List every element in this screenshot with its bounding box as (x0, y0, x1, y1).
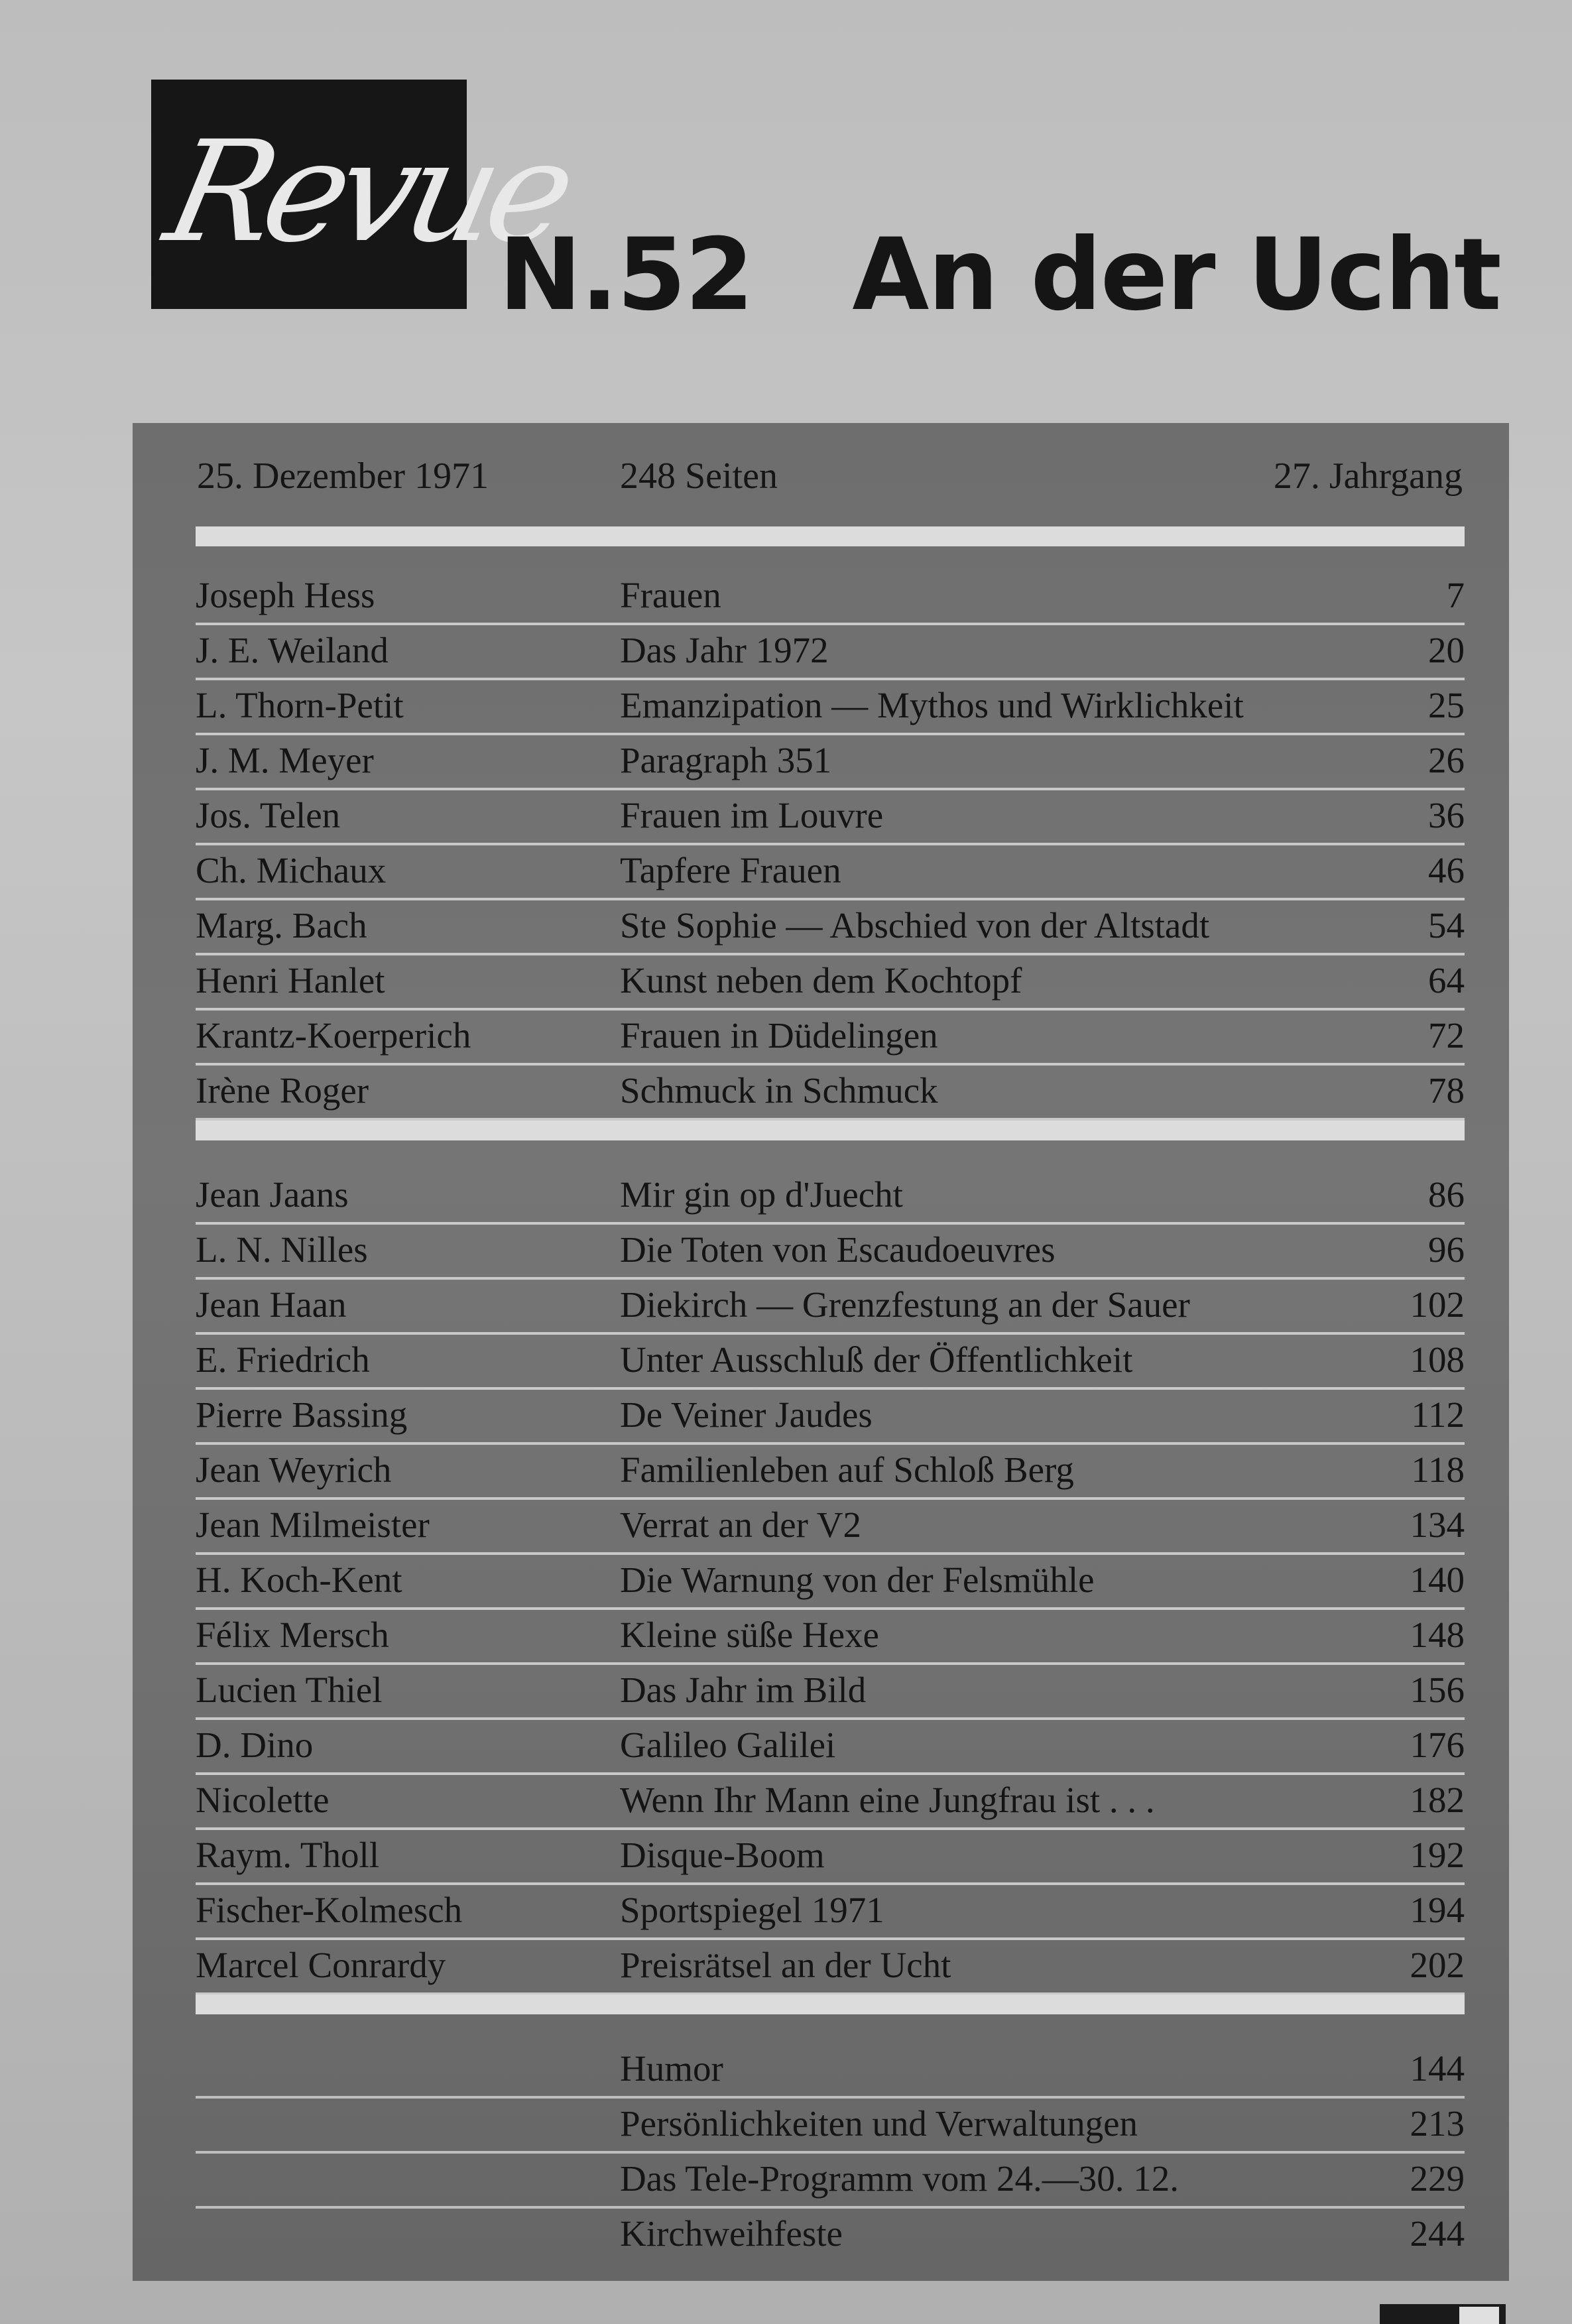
row-title: Sportspiegel 1971 (620, 1890, 884, 1930)
row-title: Kirchweihfeste (620, 2213, 843, 2254)
issue-heading (499, 219, 1500, 332)
row-author: D. Dino (196, 1725, 314, 1765)
contents-panel (133, 423, 1509, 2281)
row-page: 25 (1428, 685, 1465, 725)
contents-row (196, 790, 1465, 845)
row-page: 20 (1428, 630, 1465, 670)
row-author: Raym. Tholl (196, 1835, 380, 1875)
row-title: Mir gin op d'Juecht (620, 1174, 903, 1215)
row-title: Paragraph 351 (620, 740, 832, 780)
row-author: Joseph Hess (196, 575, 375, 615)
row-title: Diekirch — Grenzfestung an der Sauer (620, 1284, 1190, 1325)
contents-row (196, 1720, 1465, 1775)
contents-row (196, 1225, 1465, 1280)
row-page: 192 (1410, 1835, 1465, 1875)
row-title: Frauen in Düdelingen (620, 1015, 938, 1056)
row-page: 134 (1410, 1504, 1465, 1545)
row-title: Die Warnung von der Felsmühle (620, 1560, 1095, 1600)
contents-row (196, 1445, 1465, 1500)
row-author: J. E. Weiland (196, 630, 389, 670)
row-author: Jean Weyrich (196, 1449, 392, 1490)
contents-section-1 (196, 570, 1465, 1121)
row-title: Kunst neben dem Kochtopf (620, 960, 1022, 1001)
contents-row (196, 1775, 1465, 1830)
row-page: 96 (1428, 1229, 1465, 1270)
contents-row (196, 1665, 1465, 1720)
row-page: 182 (1410, 1780, 1465, 1820)
issue-title: An der Ucht (852, 217, 1500, 333)
contents-row (196, 2044, 1465, 2099)
row-page: 112 (1411, 1394, 1465, 1435)
row-title: Emanzipation — Mythos und Wirklichkeit (620, 685, 1244, 725)
row-title: Tapfere Frauen (620, 850, 841, 890)
row-title: Die Toten von Escaudoeuvres (620, 1229, 1056, 1270)
divider-band (196, 1121, 1465, 1140)
row-author: Félix Mersch (196, 1615, 389, 1655)
row-title: Persönlichkeiten und Verwaltungen (620, 2103, 1138, 2144)
row-page: 194 (1410, 1890, 1465, 1930)
row-author: H. Koch-Kent (196, 1560, 402, 1600)
contents-row (196, 1885, 1465, 1940)
row-page: 140 (1410, 1560, 1465, 1600)
row-page: 72 (1428, 1015, 1465, 1056)
row-title: Frauen (620, 575, 721, 615)
row-title: Das Tele-Programm vom 24.—30. 12. (620, 2158, 1179, 2199)
row-title: De Veiner Jaudes (620, 1394, 873, 1435)
row-page: 102 (1410, 1284, 1465, 1325)
row-author: Ch. Michaux (196, 850, 387, 890)
page-count: 248 Seiten (620, 456, 778, 497)
row-page: 176 (1410, 1725, 1465, 1765)
issue-number: N.52 (499, 217, 753, 333)
contents-row (196, 680, 1465, 735)
row-page: 148 (1410, 1615, 1465, 1655)
row-page: 36 (1428, 795, 1465, 835)
row-title: Das Jahr 1972 (620, 630, 829, 670)
row-page: 54 (1428, 905, 1465, 946)
row-title: Galileo Galilei (620, 1725, 836, 1765)
contents-row (196, 1010, 1465, 1066)
row-page: 213 (1410, 2103, 1465, 2144)
row-page: 64 (1428, 960, 1465, 1001)
row-title: Kleine süße Hexe (620, 1615, 879, 1655)
row-author: L. N. Nilles (196, 1229, 368, 1270)
row-author: Jean Jaans (196, 1174, 349, 1215)
row-author: Irène Roger (196, 1070, 369, 1111)
contents-row (196, 900, 1465, 955)
contents-row (196, 1390, 1465, 1445)
row-title: Preisrätsel an der Ucht (620, 1945, 951, 1985)
volume-number: 27. Jahrgang (1273, 456, 1463, 497)
row-title: Frauen im Louvre (620, 795, 884, 835)
contents-row (196, 735, 1465, 790)
revue-logo (151, 80, 580, 309)
divider-band (196, 526, 1465, 546)
row-page: 26 (1428, 740, 1465, 780)
contents-row (196, 1280, 1465, 1335)
row-author: Lucien Thiel (196, 1670, 383, 1710)
row-page: 7 (1446, 575, 1465, 615)
row-page: 244 (1410, 2213, 1465, 2254)
row-author: Marcel Conrardy (196, 1945, 446, 1985)
page-number-box (1459, 2307, 1499, 2324)
contents-row (196, 1830, 1465, 1885)
row-page: 202 (1410, 1945, 1465, 1985)
contents-row (196, 570, 1465, 625)
logo-text: Revue (154, 111, 580, 273)
row-author: J. M. Meyer (196, 740, 374, 780)
contents-row (196, 845, 1465, 900)
contents-row (196, 2209, 1465, 2264)
row-author: Krantz-Koerperich (196, 1015, 471, 1056)
row-author: Marg. Bach (196, 905, 367, 946)
row-title: Unter Ausschluß der Öffentlichkeit (620, 1339, 1133, 1380)
page-number-tab (1380, 2304, 1506, 2324)
row-author: E. Friedrich (196, 1339, 370, 1380)
contents-row (196, 625, 1465, 680)
row-page: 156 (1410, 1670, 1465, 1710)
row-title: Verrat an der V2 (620, 1504, 861, 1545)
contents-row (196, 1610, 1465, 1665)
contents-row (196, 1940, 1465, 1995)
contents-row (196, 1335, 1465, 1390)
row-title: Ste Sophie — Abschied von der Altstadt (620, 905, 1210, 946)
row-page: 118 (1411, 1449, 1465, 1490)
row-title: Wenn Ihr Mann eine Jungfrau ist . . . (620, 1780, 1155, 1820)
row-author: L. Thorn-Petit (196, 685, 404, 725)
contents-section-3 (196, 2044, 1465, 2264)
row-author: Nicolette (196, 1780, 330, 1820)
row-page: 108 (1410, 1339, 1465, 1380)
row-author: Jos. Telen (196, 795, 341, 835)
divider-band (196, 1994, 1465, 2014)
row-page: 144 (1410, 2048, 1465, 2089)
row-page: 46 (1428, 850, 1465, 890)
row-author: Fischer-Kolmesch (196, 1890, 463, 1930)
contents-row (196, 1500, 1465, 1555)
row-page: 86 (1428, 1174, 1465, 1215)
row-author: Jean Haan (196, 1284, 347, 1325)
row-author: Jean Milmeister (196, 1504, 430, 1545)
contents-section-2 (196, 1170, 1465, 1995)
row-title: Familienleben auf Schloß Berg (620, 1449, 1074, 1490)
row-title: Das Jahr im Bild (620, 1670, 867, 1710)
contents-row (196, 955, 1465, 1010)
row-page: 229 (1410, 2158, 1465, 2199)
contents-row (196, 1555, 1465, 1610)
contents-row (196, 1066, 1465, 1121)
row-title: Disque-Boom (620, 1835, 825, 1875)
row-title: Schmuck in Schmuck (620, 1070, 938, 1111)
row-title: Humor (620, 2048, 723, 2089)
row-author: Henri Hanlet (196, 960, 385, 1001)
contents-row (196, 1170, 1465, 1225)
issue-date: 25. Dezember 1971 (197, 456, 489, 497)
row-author: Pierre Bassing (196, 1394, 408, 1435)
contents-row (196, 2099, 1465, 2154)
contents-row (196, 2154, 1465, 2209)
row-page: 78 (1428, 1070, 1465, 1111)
